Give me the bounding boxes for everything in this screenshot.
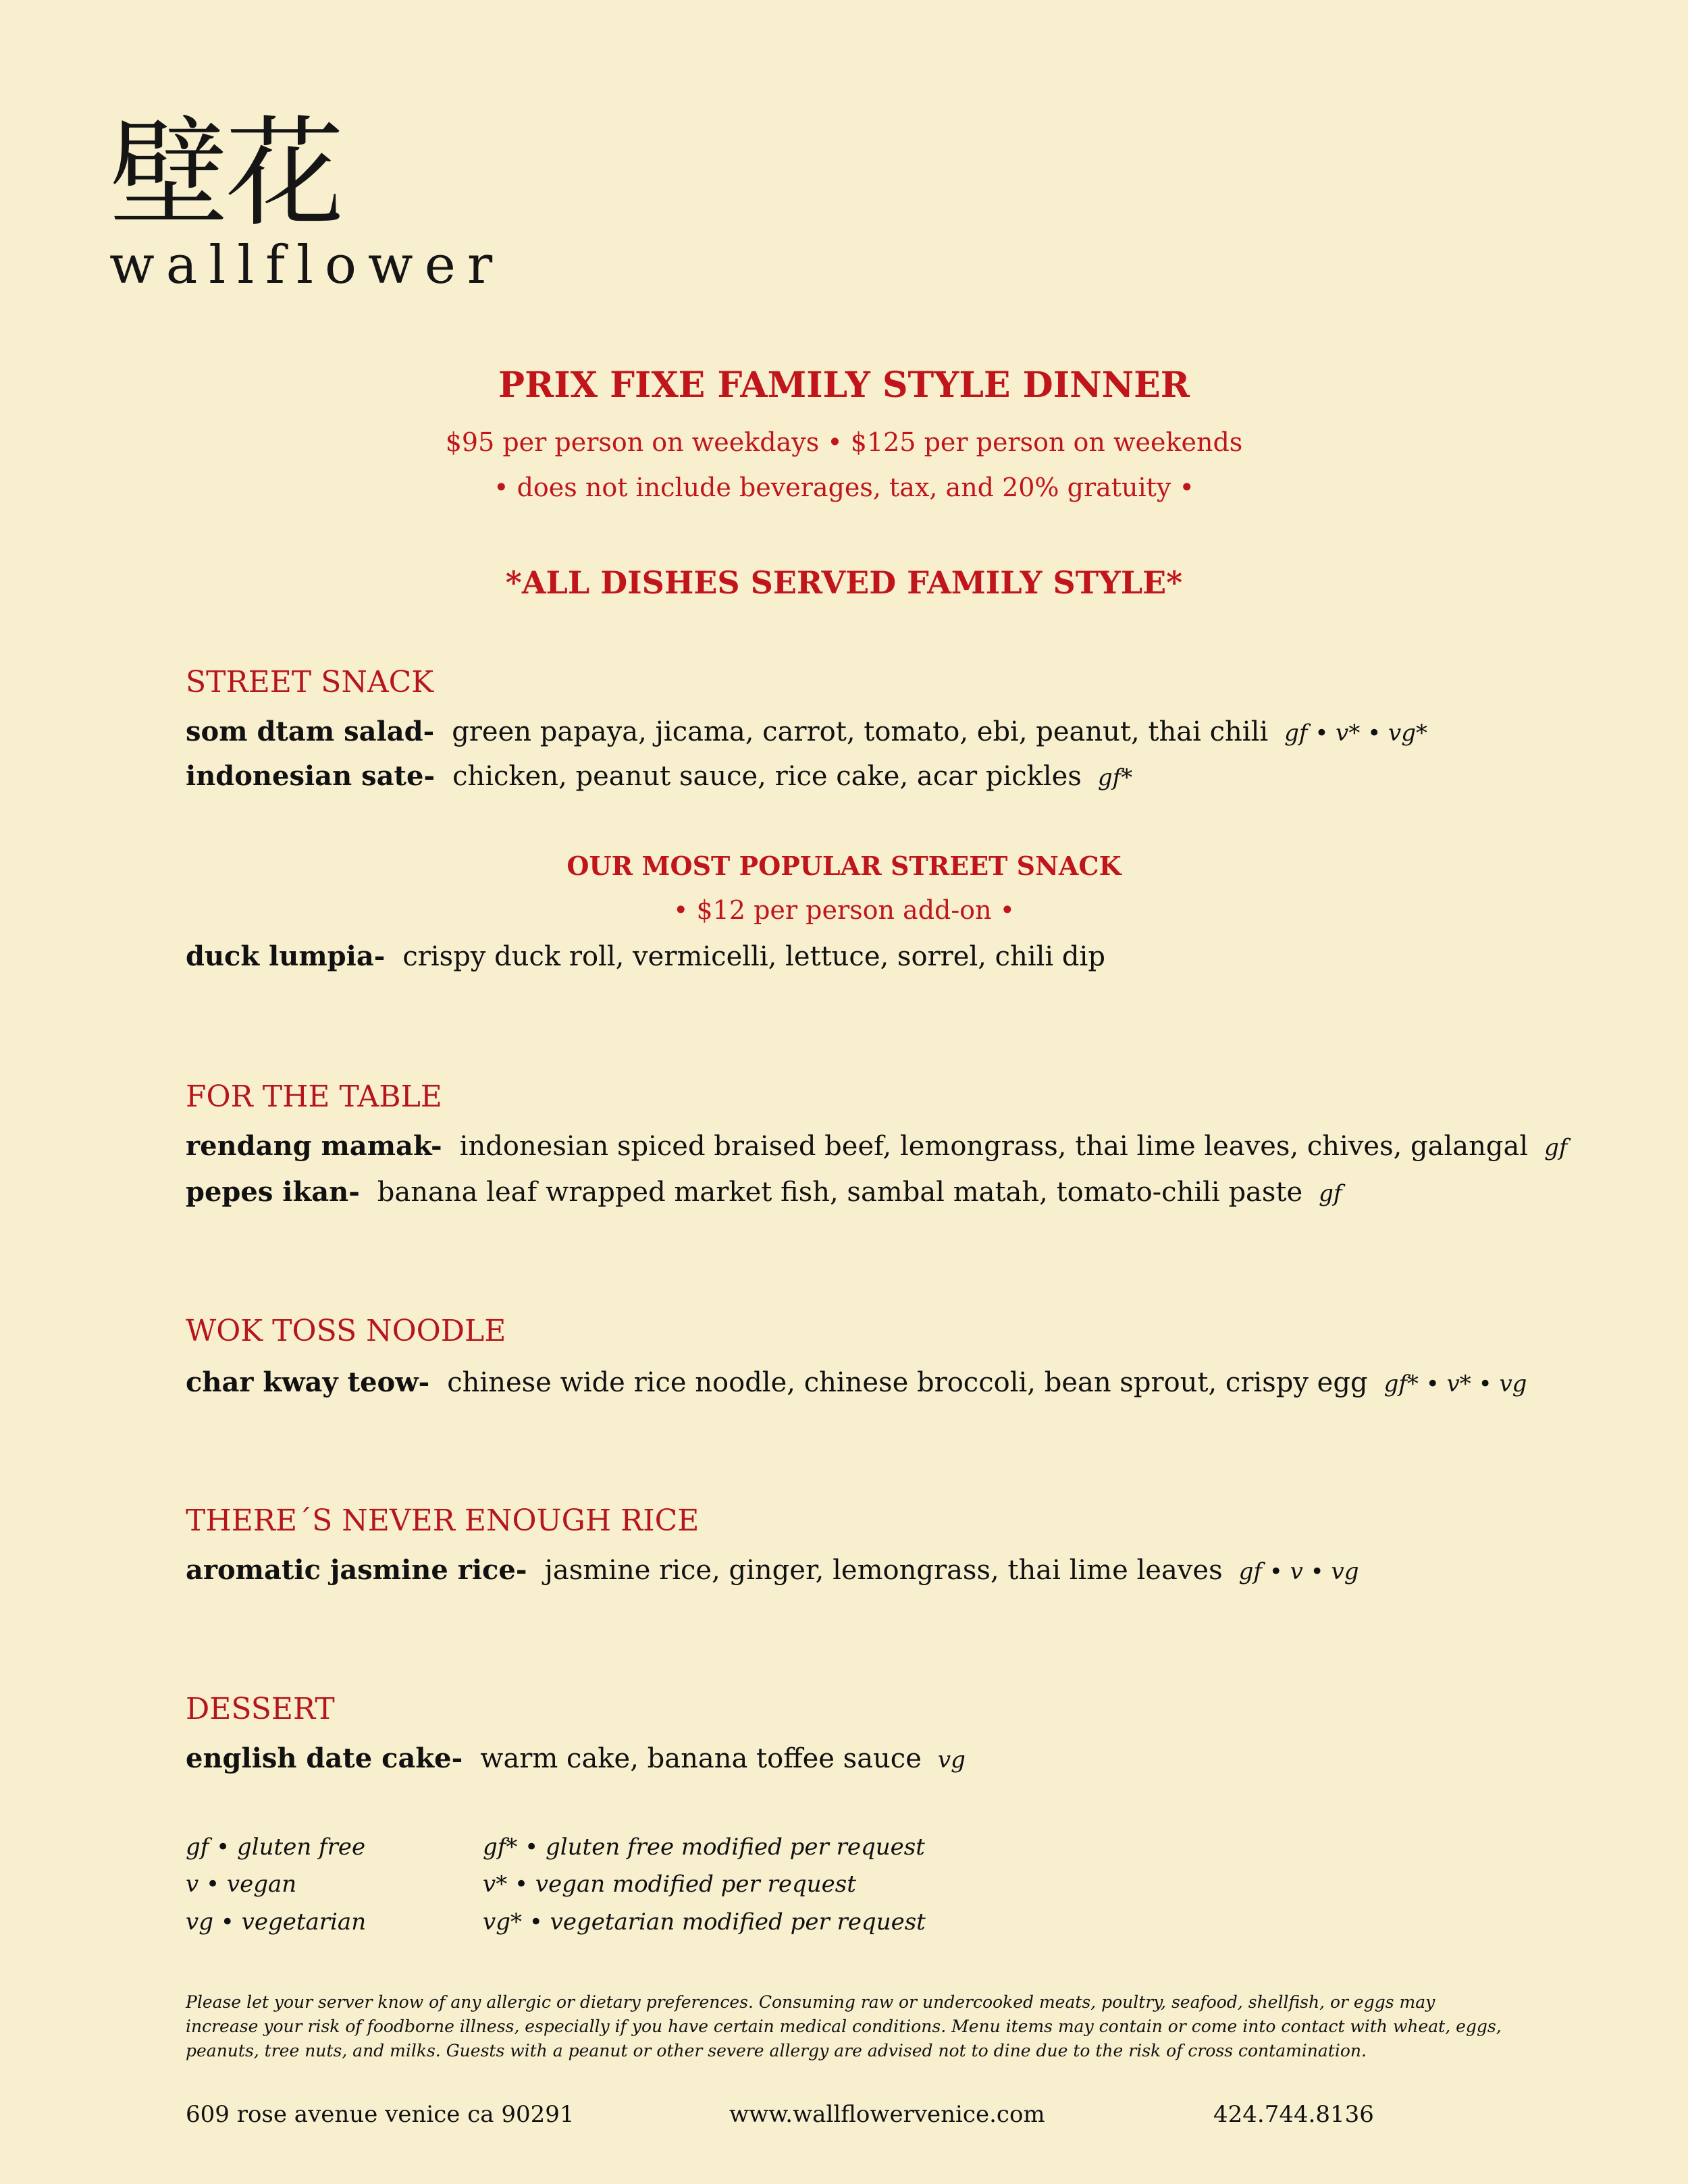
section-title-street-snack: STREET SNACK: [186, 665, 434, 699]
menu-item: [186, 1130, 1568, 1162]
item-name: som dtam salad-: [186, 716, 435, 747]
item-description: indonesian spiced braised beef, lemongrass, thai lime leaves, chives, galangal: [459, 1131, 1529, 1162]
item-description: crispy duck roll, vermicelli, lettuce, sorrel, chili dip: [402, 941, 1105, 972]
exclusions-note: • does not include beverages, tax, and 20% gratuity •: [494, 473, 1194, 502]
item-dietary-tags: gf • v • vg: [1238, 1558, 1359, 1585]
item-name: aromatic jasmine rice-: [186, 1554, 527, 1586]
item-dietary-tags: gf • v* • vg*: [1284, 720, 1428, 747]
logo-chinese-characters: 壁花: [109, 105, 342, 243]
legend-vegetarian: vg • vegetarian: [186, 1909, 367, 1936]
item-dietary-tags: gf*: [1097, 764, 1133, 791]
menu-item: [186, 1554, 1359, 1586]
menu-item: [186, 940, 1105, 972]
legend-gluten-free-modified: gf* • gluten free modified per request: [483, 1834, 925, 1861]
legend-vegan-modified: v* • vegan modified per request: [483, 1871, 856, 1898]
section-title-dessert: DESSERT: [186, 1692, 335, 1726]
legend-vegan: v • vegan: [186, 1871, 297, 1898]
item-description: chinese wide rice noodle, chinese broccoli, bean sprout, crispy egg: [447, 1367, 1368, 1398]
item-description: green papaya, jicama, carrot, tomato, ebi, peanut, thai chili: [452, 716, 1269, 747]
item-dietary-tags: gf: [1544, 1134, 1568, 1161]
item-description: jasmine rice, ginger, lemongrass, thai lime leaves: [544, 1555, 1223, 1586]
price-line: $95 per person on weekdays • $125 per person on weekends: [445, 427, 1243, 457]
item-description: banana leaf wrapped market fish, sambal matah, tomato-chili paste: [377, 1177, 1303, 1208]
menu-item: [186, 1366, 1527, 1398]
item-name: indonesian sate-: [186, 760, 436, 792]
menu-item: [186, 760, 1132, 792]
item-description: warm cake, banana toffee sauce: [480, 1743, 922, 1774]
logo-wordmark: wallflower: [109, 235, 504, 296]
footer-phone[interactable]: 424.744.8136: [1213, 2101, 1374, 2128]
footer-address: 609 rose avenue venice ca 90291: [186, 2101, 575, 2128]
family-style-note: *ALL DISHES SERVED FAMILY STYLE*: [505, 564, 1183, 601]
menu-item: [186, 1742, 966, 1774]
legend-gluten-free: gf • gluten free: [186, 1834, 366, 1861]
menu-item: [186, 1176, 1342, 1208]
item-description: chicken, peanut sauce, rice cake, acar pickles: [452, 761, 1082, 792]
item-name: duck lumpia-: [186, 940, 386, 972]
item-name: rendang mamak-: [186, 1130, 442, 1162]
section-title-for-the-table: FOR THE TABLE: [186, 1080, 442, 1114]
menu-title: PRIX FIXE FAMILY STYLE DINNER: [498, 365, 1190, 406]
item-name: char kway teow-: [186, 1366, 430, 1398]
menu-item: [186, 716, 1427, 747]
popular-snack-price: • $12 per person add-on •: [672, 895, 1016, 925]
item-name: english date cake-: [186, 1742, 463, 1774]
allergy-disclaimer: Please let your server know of any allergic or dietary preferences. Consuming raw or undercooked meats, poultry, seafood, shellfish, or eggs may increase your risk of foodborne illness, especially if you have certain medical conditions. Menu items may contain or come into contact with wheat, eggs, peanuts, tree nuts, and milks. Guests with a peanut or other severe allergy are advised not to dine due to the risk of cross contamination.: [186, 1992, 1502, 2060]
item-name: pepes ikan-: [186, 1176, 360, 1208]
popular-snack-title: OUR MOST POPULAR STREET SNACK: [566, 851, 1122, 881]
restaurant-logo: [109, 105, 515, 296]
footer-website[interactable]: www.wallflowervenice.com: [729, 2101, 1045, 2128]
item-dietary-tags: vg: [937, 1747, 966, 1774]
item-dietary-tags: gf: [1319, 1180, 1342, 1207]
item-dietary-tags: gf* • v* • vg: [1383, 1370, 1527, 1397]
legend-vegetarian-modified: vg* • vegetarian modified per request: [483, 1909, 926, 1936]
section-title-rice: THERE´S NEVER ENOUGH RICE: [186, 1503, 700, 1538]
section-title-wok-toss-noodle: WOK TOSS NOODLE: [186, 1314, 506, 1348]
